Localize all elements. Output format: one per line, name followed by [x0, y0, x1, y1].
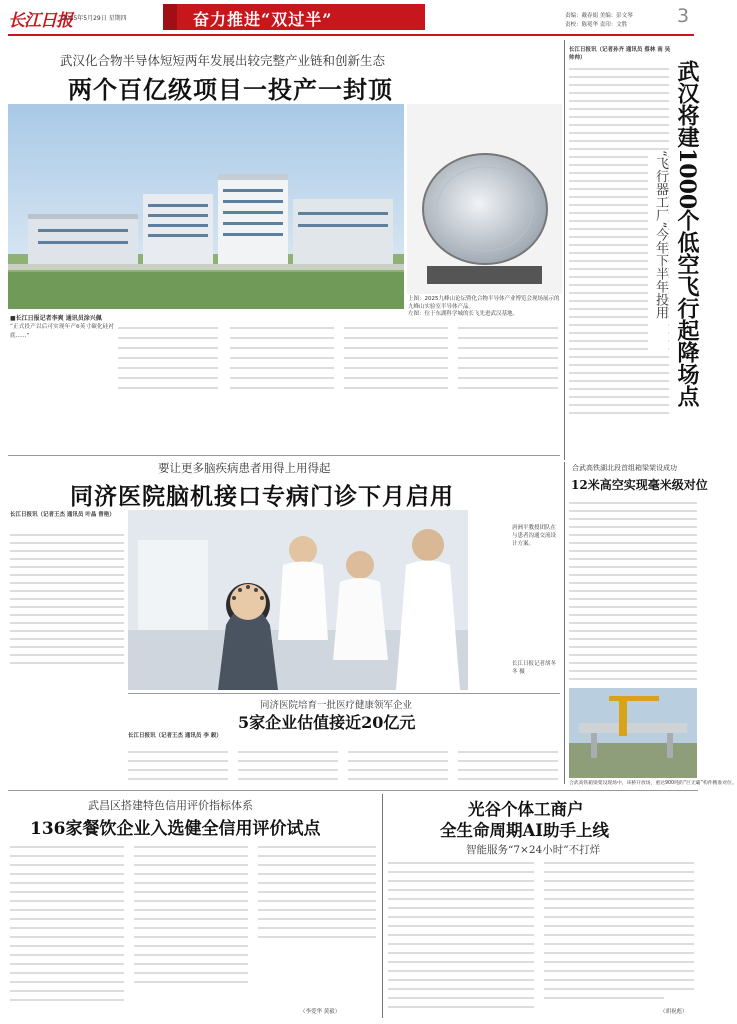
food-kicker: 武昌区搭建特色信用评价指标体系 — [88, 799, 253, 812]
bci-photo — [128, 510, 510, 690]
bci-byline: 长江日报讯（记者王杰 通讯员 叶晶 曾艳） — [10, 512, 115, 518]
page-number: 3 — [677, 5, 690, 27]
editors-line-1: 责编：戴春娟 美编：彭文琴 — [565, 13, 633, 19]
incubator-headline: 5家企业估值接近20亿元 — [238, 713, 416, 732]
incubator-byline: 长江日报讯（记者王杰 通讯员 李 毅） — [128, 733, 222, 739]
editors-line-2: 责校：陈冕华 责印：文胜 — [565, 22, 628, 28]
incubator-body — [128, 748, 558, 788]
issue-date: 2025年5月29日 星期四 — [62, 15, 127, 22]
ai-headline-1: 光谷个体工商户 — [468, 800, 584, 819]
rail-photo-caption: 合武高铁箱梁架设现场中，该桥开放场，重达900吨的“巨无霸”构件精准对位。 — [569, 781, 737, 786]
inset-photo — [407, 104, 562, 294]
lead-byline: ■长江日报记者李爽 通讯员涂兴佩 — [10, 315, 102, 322]
lead-body-intro: “正式投产以后可实现年产6英寸碳化硅衬底……” — [10, 324, 114, 339]
lead-body-columns — [118, 323, 558, 405]
rail-kicker: 合武高铁湖北段首组箱梁架设成功 — [572, 464, 677, 472]
food-credit: （李爱华 黄毅） — [300, 1009, 341, 1015]
food-headline: 136家餐饮企业入选健全信用评价试点 — [30, 819, 321, 839]
rail-headline: 12米高空实现毫米级对位 — [571, 478, 708, 492]
bci-body — [10, 528, 124, 668]
ai-subhead: 智能服务“7×24小时”不打烊 — [466, 844, 601, 856]
inset-caption-1: 上图：2025九峰山论坛暨化合物半导体产业博览会现场展示的九峰山实验室半导体产品。 — [408, 296, 560, 310]
newspaper-logo: 长江日报 — [8, 11, 72, 31]
bci-photo-caption: 唐洲平教授团队在与患者沟通交流设计方案。 — [512, 525, 557, 547]
rail-body — [569, 496, 697, 686]
ai-credit: （胡祝彪） — [660, 1009, 688, 1015]
lead-headline: 两个百亿级项目一投产一封顶 — [68, 75, 393, 104]
lead-kicker: 武汉化合物半导体短短两年发展出较完整产业链和创新生态 — [60, 53, 386, 68]
masthead — [0, 0, 702, 38]
inset-caption-2: 左图：位于东湖科学城的长飞先进武汉基地。 — [408, 311, 519, 317]
incubator-kicker: 同济医院培育一批医疗健康领军企业 — [260, 700, 413, 711]
food-body — [10, 842, 376, 1017]
side-headline: 武汉将建1000个低空飞行起降场点 — [674, 60, 700, 408]
rail-photo — [569, 688, 697, 778]
side-subhead: “飞行器工厂”今年下半年投用 — [648, 150, 668, 350]
bci-photo-credit: 长江日报记者胡冬冬 摄 — [512, 661, 557, 675]
bci-headline: 同济医院脑机接口专病门诊下月启用 — [70, 483, 454, 510]
lead-body-col1 — [10, 323, 114, 405]
banner-title: 奋力推进“双过半” — [193, 10, 333, 29]
ai-headline-2: 全生命周期AI助手上线 — [440, 821, 610, 840]
ai-body — [388, 858, 696, 1018]
bci-kicker: 要让更多脑疾病患者用得上用得起 — [158, 461, 331, 475]
section-banner — [163, 4, 425, 30]
lead-photo — [8, 104, 404, 309]
side-byline: 长江日报讯（记者孙齐 通讯员 蔡林 南 吴帅帅） — [569, 47, 671, 61]
